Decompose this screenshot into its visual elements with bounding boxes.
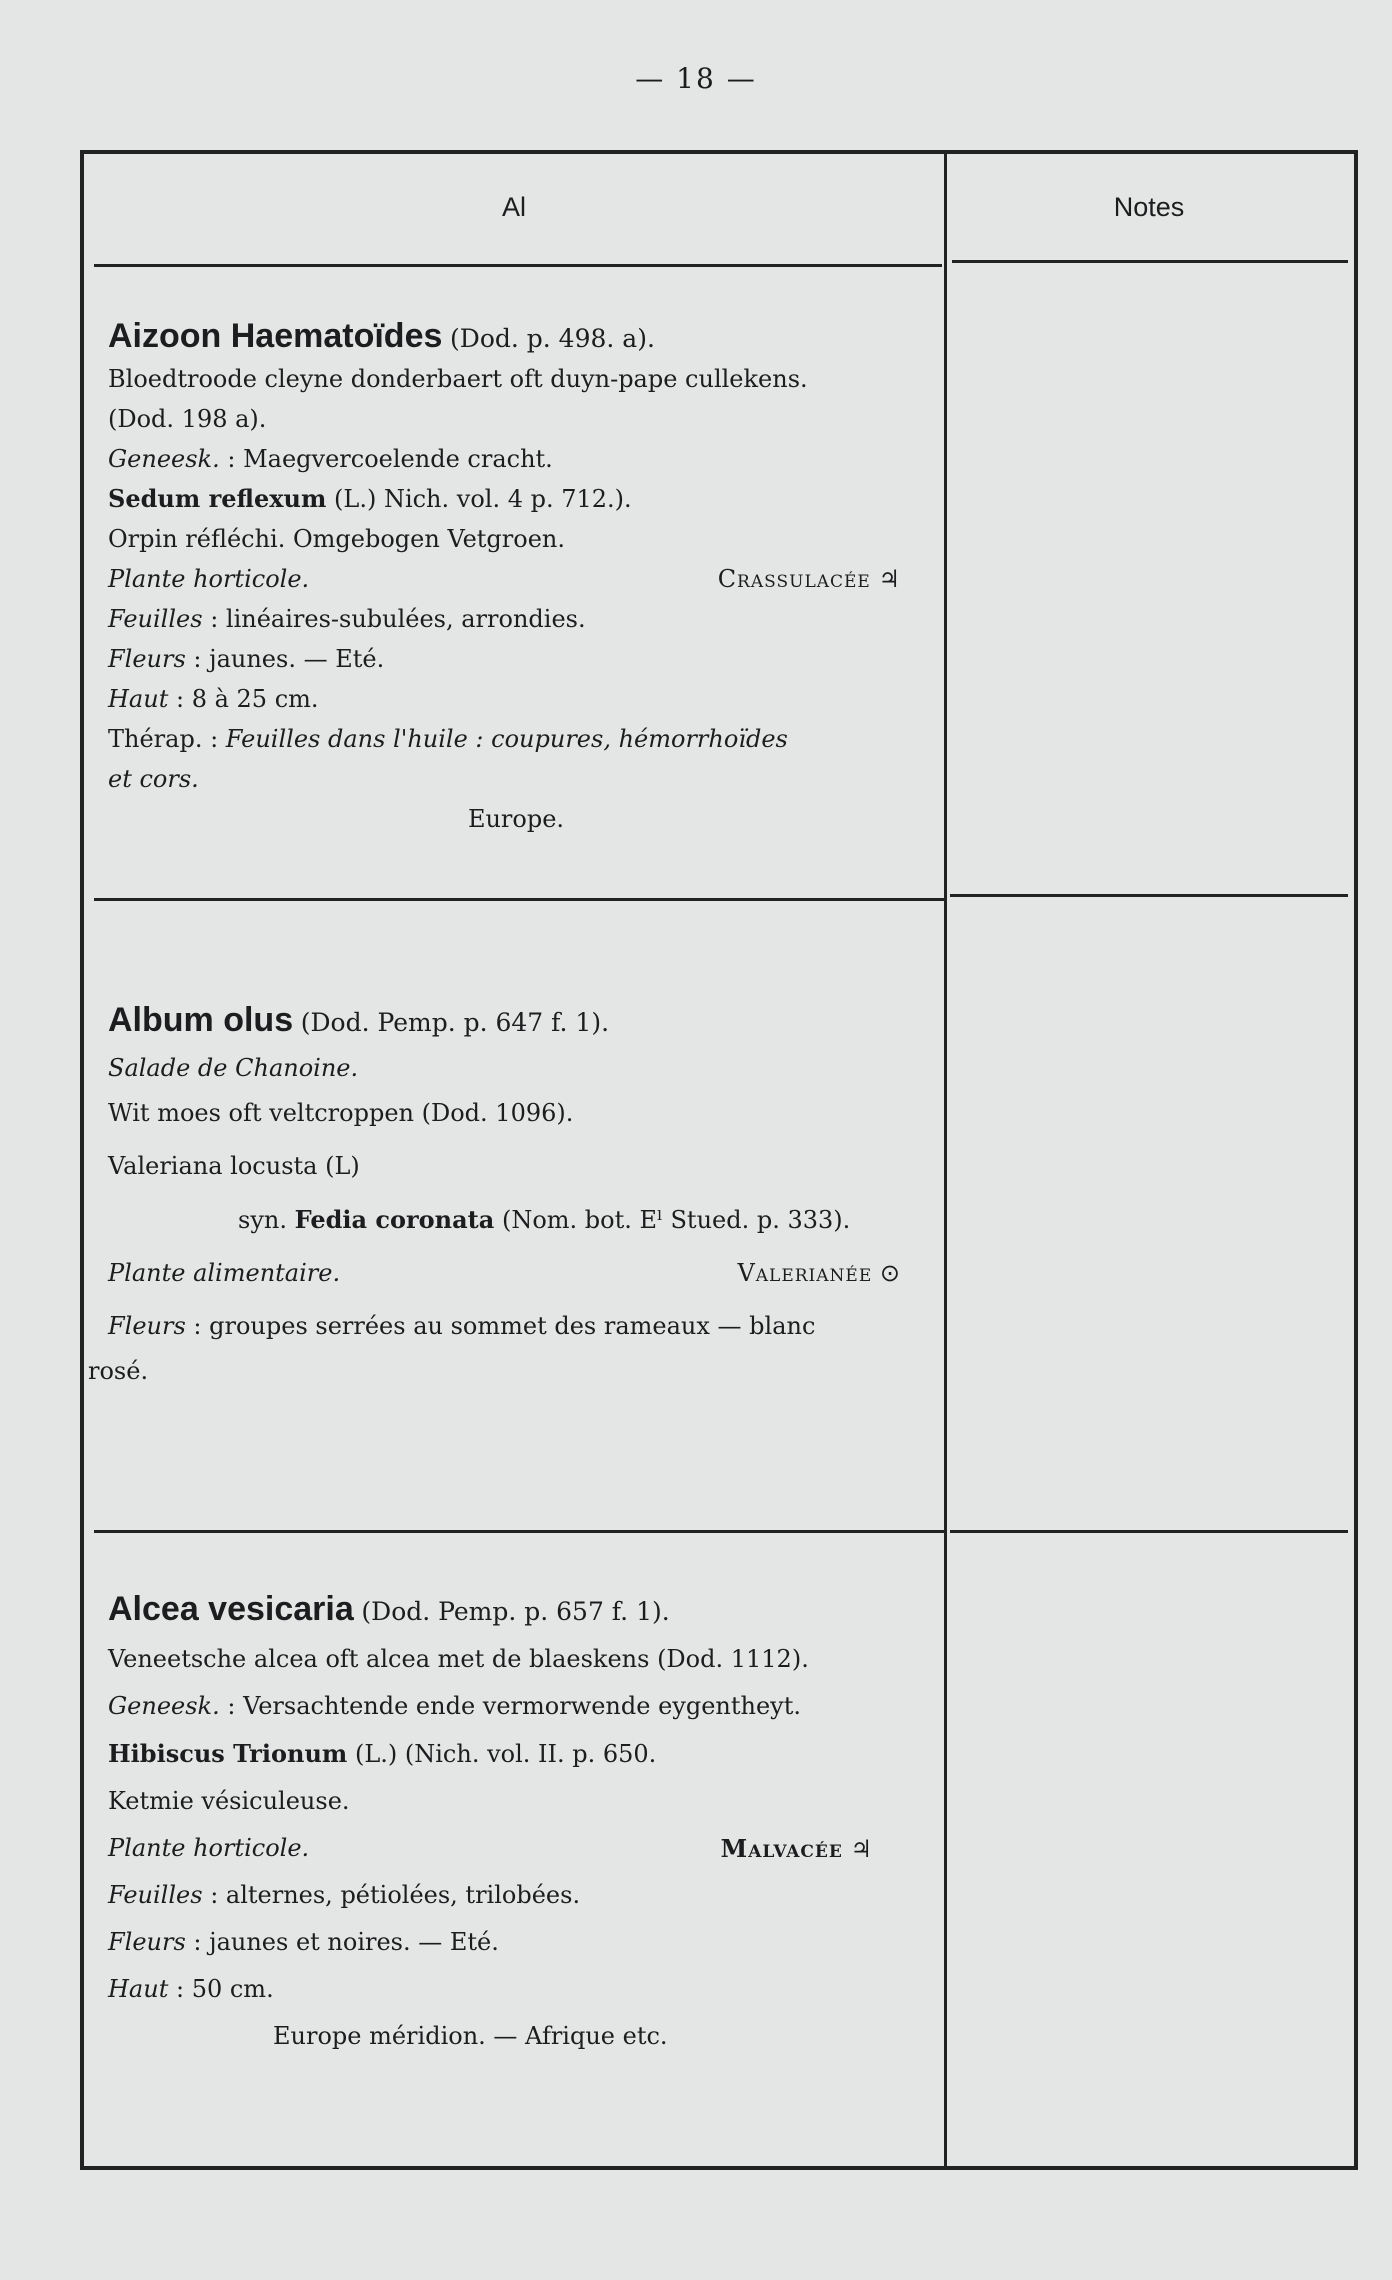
feuilles-text: : alternes, pétiolées, trilobées. xyxy=(210,1881,581,1909)
family-name: Malvacée xyxy=(720,1834,843,1863)
fleurs-line xyxy=(108,639,924,679)
usage-line xyxy=(108,559,924,599)
header-rule xyxy=(952,260,1348,263)
therap-text: Feuilles dans l'huile : xyxy=(225,725,484,753)
haut-label: Haut xyxy=(108,685,169,713)
synonym2-prefix: syn. xyxy=(238,1206,287,1234)
region: Europe méridion. — Afrique etc. xyxy=(273,2022,668,2050)
entry-album-olus xyxy=(84,998,944,1394)
usage-line xyxy=(108,1251,924,1296)
synonym-line xyxy=(108,1730,924,1778)
family-name: Crassulacée xyxy=(717,565,871,593)
haut-text: : 50 cm. xyxy=(175,1975,274,2003)
therap-text: coupures, xyxy=(491,725,611,753)
geneesk-text: : Versachtende ende vermorwende eygentheyt. xyxy=(227,1692,802,1720)
fleurs-label: Fleurs xyxy=(108,645,186,673)
perennial-symbol: ♃ xyxy=(850,1835,872,1863)
column-heading-notes: Notes xyxy=(1113,192,1185,222)
entry-heading xyxy=(108,998,924,1046)
reference: (Dod. Pemp. p. 657 f. 1). xyxy=(361,1597,670,1626)
entry-rule xyxy=(950,894,1348,897)
page-number: — 18 — xyxy=(635,62,757,95)
table-header xyxy=(84,154,1354,264)
family-tag xyxy=(721,1825,872,1873)
therap-label: Thérap. : xyxy=(108,725,219,753)
geneesk-line xyxy=(108,439,924,479)
usage: Plante horticole. xyxy=(108,565,310,593)
feuilles-label: Feuilles xyxy=(108,1881,203,1909)
fleurs-label: Fleurs xyxy=(108,1312,186,1340)
feuilles-text: : linéaires-subulées, arrondies. xyxy=(210,605,586,633)
reference: (Dod. p. 498. a). xyxy=(450,324,655,353)
reference: (Dod. Pemp. p. 647 f. 1). xyxy=(300,1008,610,1037)
synonym-name: Hibiscus Trionum xyxy=(108,1739,348,1768)
synonym-reference: (L.) (Nich. vol. II. p. 650. xyxy=(354,1740,657,1768)
haut-label: Haut xyxy=(108,1975,169,2003)
fleurs-text-continued: rosé. xyxy=(88,1357,149,1385)
french-name: Orpin réfléchi. Omgebogen Vetgroen. xyxy=(108,525,566,553)
entry-heading xyxy=(108,316,924,359)
fleurs-line xyxy=(108,1919,924,1966)
entry-alcea xyxy=(84,1586,944,2060)
flemish-name: Bloedtroode cleyne donderbaert oft duyn-pape cullekens. xyxy=(108,365,808,393)
usage: Plante horticole. xyxy=(108,1834,310,1862)
synonym-name: Sedum reflexum xyxy=(108,484,327,513)
synonym2-name: Fedia coronata xyxy=(294,1205,495,1234)
geneesk-label: Geneesk. xyxy=(108,445,220,473)
region: Europe. xyxy=(467,805,565,833)
family-name: Valerianée xyxy=(737,1259,873,1287)
herbarium-table xyxy=(80,150,1358,2170)
entry-heading xyxy=(108,1586,924,1636)
french-name: Salade de Chanoine. xyxy=(108,1054,359,1082)
fleurs-line xyxy=(108,1304,924,1349)
geneesk-label: Geneesk. xyxy=(108,1692,220,1720)
synonym-line xyxy=(108,479,924,519)
feuilles-line xyxy=(108,1872,924,1919)
family-tag xyxy=(737,1251,900,1296)
feuilles-label: Feuilles xyxy=(108,605,203,633)
synonym-reference: (L) xyxy=(325,1152,360,1180)
synonym-reference: (L.) Nich. vol. 4 p. 712.). xyxy=(334,485,632,513)
flemish-name: Wit moes oft veltcroppen (Dod. 1096). xyxy=(108,1099,574,1127)
fleurs-text: : jaunes. — Eté. xyxy=(193,645,385,673)
usage: Plante alimentaire. xyxy=(108,1259,341,1287)
haut-text: : 8 à 25 cm. xyxy=(175,685,319,713)
perennial-symbol: ♃ xyxy=(878,565,900,593)
family-tag xyxy=(718,559,900,599)
haut-line xyxy=(108,1966,924,2013)
header-rule xyxy=(94,264,942,267)
entry-rule xyxy=(94,898,944,901)
feuilles-line xyxy=(108,599,924,639)
column-divider xyxy=(944,154,947,2166)
french-name: Ketmie vésiculeuse. xyxy=(108,1787,350,1815)
column-heading-main: Al xyxy=(501,192,526,222)
annual-symbol: ⊙ xyxy=(879,1259,900,1287)
fleurs-text: : groupes serrées au sommet des rameaux — blanc xyxy=(193,1312,816,1340)
fleurs-text: : jaunes et noires. — Eté. xyxy=(193,1928,499,1956)
headword: Aizoon Haematoïdes xyxy=(108,317,443,355)
haut-line xyxy=(108,679,924,719)
synonym-line xyxy=(108,1144,924,1189)
therap-text-continued: et cors. xyxy=(108,765,199,793)
geneesk-line xyxy=(108,1683,924,1730)
headword: Album olus xyxy=(108,1001,294,1039)
therap-text: hémorrhoïdes xyxy=(618,725,788,753)
fleurs-label: Fleurs xyxy=(108,1928,186,1956)
usage-line xyxy=(108,1825,924,1872)
flemish-name: Veneetsche alcea oft alcea met de blaeskens (Dod. 1112). xyxy=(108,1645,809,1673)
entry-rule xyxy=(950,1530,1348,1533)
flemish-reference: (Dod. 198 a). xyxy=(108,405,267,433)
entry-rule xyxy=(94,1530,944,1533)
headword: Alcea vesicaria xyxy=(108,1590,354,1628)
synonym-name: Valeriana locusta xyxy=(108,1152,318,1180)
synonym2-reference: (Nom. bot. Eˡ Stued. p. 333). xyxy=(501,1206,851,1234)
therap-line xyxy=(108,719,924,759)
synonym2-line xyxy=(108,1197,924,1243)
entry-aizoon xyxy=(84,316,944,839)
geneesk-text: : Maegvercoelende cracht. xyxy=(227,445,553,473)
